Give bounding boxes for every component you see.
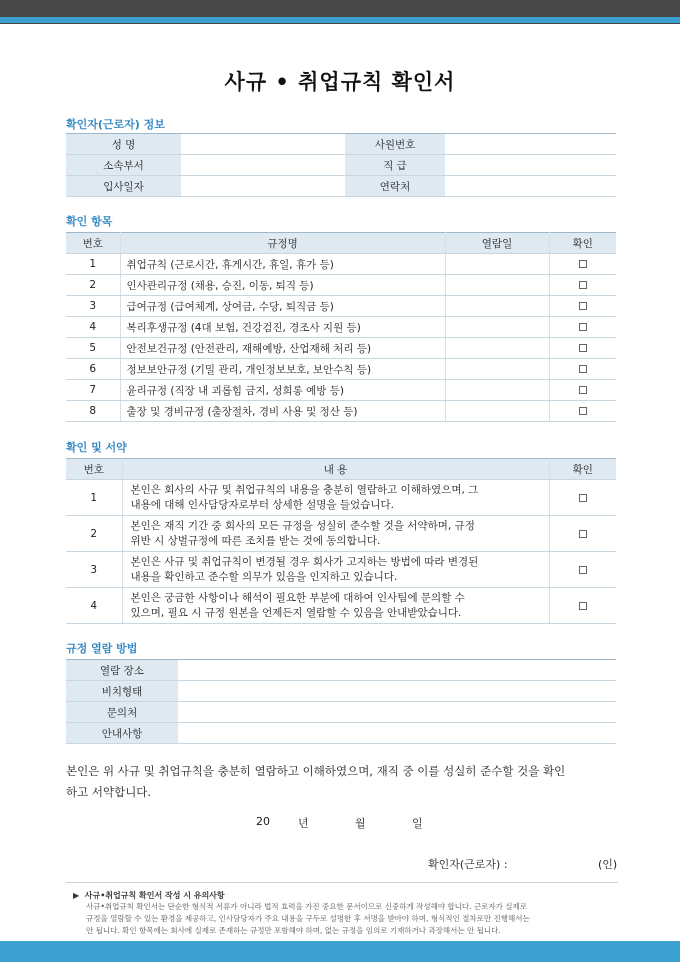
pledge-line: 본인은 재직 기간 중 회사의 모든 규정을 성실히 준수할 것을 서약하며, 규정 — [130, 519, 475, 532]
date-year-label: 년 — [298, 817, 309, 830]
table-header-row — [66, 459, 616, 480]
date-month-label: 월 — [355, 817, 366, 830]
table-row — [66, 275, 616, 296]
view-date-field[interactable] — [445, 338, 549, 359]
view-date-field[interactable] — [445, 254, 549, 275]
pledge-line: 위반 시 상벌규정에 따른 조치를 받는 것에 동의합니다. — [130, 534, 381, 547]
checkbox[interactable] — [579, 602, 587, 610]
label-display-type: 비치형태 — [66, 681, 178, 702]
page-title: 사규 • 취업규칙 확인서 — [224, 70, 456, 94]
pledge-line: 내용을 확인하고 준수할 의무가 있음을 인지하고 있습니다. — [130, 570, 398, 583]
table-row — [66, 702, 616, 723]
table-row — [66, 401, 616, 422]
table-row — [66, 660, 616, 681]
view-date-field[interactable] — [445, 401, 549, 422]
regulation-name: 윤리규정 (직장 내 괴롭힘 금지, 성희롱 예방 등) — [120, 380, 445, 401]
pledge-content — [122, 552, 549, 588]
checkbox[interactable] — [579, 323, 587, 331]
statement-line: 본인은 위 사규 및 취업규칙을 충분히 열람하고 이해하였으며, 재직 중 이를 성실히 준수할 것을 확인 — [66, 764, 566, 778]
pledge-line: 있으며, 필요 시 규정 원본을 언제든지 열람할 수 있음을 안내받았습니다. — [130, 606, 462, 619]
checkbox[interactable] — [579, 386, 587, 394]
table-row — [66, 317, 616, 338]
label-contact: 연락처 — [345, 176, 445, 197]
row-no: 2 — [66, 516, 122, 552]
pledge-line: 본인은 사규 및 취업규칙이 변경될 경우 회사가 고지하는 방법에 따라 변경된 — [130, 555, 479, 568]
position-field[interactable] — [445, 155, 616, 176]
row-no: 4 — [66, 588, 122, 624]
seal-mark: (인) — [598, 858, 618, 871]
row-no: 6 — [66, 359, 120, 380]
view-date-field[interactable] — [445, 296, 549, 317]
view-date-field[interactable] — [445, 317, 549, 338]
table-row — [66, 681, 616, 702]
department-field[interactable] — [181, 155, 345, 176]
checkbox[interactable] — [579, 494, 587, 502]
view-location-field[interactable] — [178, 660, 616, 681]
notes-title — [73, 890, 225, 901]
hire-date-field[interactable] — [181, 176, 345, 197]
signature-label: 확인자(근로자) : — [428, 858, 508, 871]
regulation-name: 안전보건규정 (안전관리, 재해예방, 산업재해 처리 등) — [120, 338, 445, 359]
view-date-field[interactable] — [445, 359, 549, 380]
row-no: 8 — [66, 401, 120, 422]
date-year-prefix: 20 — [256, 815, 270, 828]
row-no: 3 — [66, 296, 120, 317]
statement — [66, 761, 618, 803]
view-date-field[interactable] — [445, 275, 549, 296]
pledge-line: 본인은 회사의 사규 및 취업규칙의 내용을 충분히 열람하고 이해하였으며, 그 — [130, 483, 479, 496]
label-name: 성 명 — [66, 134, 181, 155]
row-no: 7 — [66, 380, 120, 401]
table-row — [66, 359, 616, 380]
checkbox[interactable] — [579, 530, 587, 538]
view-date-field[interactable] — [445, 380, 549, 401]
contact-field[interactable] — [445, 176, 616, 197]
triangle-bullet-icon: ▶ — [73, 891, 80, 900]
label-contact-point: 문의처 — [66, 702, 178, 723]
table-row — [66, 155, 616, 176]
header-no: 번호 — [66, 233, 120, 254]
regulation-name: 복리후생규정 (4대 보험, 건강검진, 경조사 지원 등) — [120, 317, 445, 338]
guide-field[interactable] — [178, 723, 616, 744]
checkbox[interactable] — [579, 260, 587, 268]
table-row — [66, 588, 616, 624]
table-header-row — [66, 233, 616, 254]
pledge-content — [122, 480, 549, 516]
section-title-check-items: 확인 항목 — [66, 215, 113, 228]
notes-title-text: 사규•취업규칙 확인서 작성 시 유의사항 — [84, 891, 225, 900]
row-no: 3 — [66, 552, 122, 588]
regulation-name: 출장 및 경비규정 (출장절차, 경비 사용 및 정산 등) — [120, 401, 445, 422]
row-no: 1 — [66, 480, 122, 516]
table-row — [66, 552, 616, 588]
header-check: 확인 — [549, 459, 616, 480]
worker-info-table — [66, 133, 616, 197]
checkbox[interactable] — [579, 407, 587, 415]
pledge-table — [66, 458, 616, 624]
check-items-table — [66, 232, 616, 422]
divider — [66, 882, 618, 883]
row-no: 2 — [66, 275, 120, 296]
header-view-date: 열람일 — [445, 233, 549, 254]
checkbox[interactable] — [579, 302, 587, 310]
regulation-name: 취업규칙 (근로시간, 휴게시간, 휴일, 휴가 등) — [120, 254, 445, 275]
checkbox[interactable] — [579, 344, 587, 352]
section-title-view-method: 규정 열람 방법 — [66, 642, 138, 655]
section-title-pledge: 확인 및 서약 — [66, 441, 127, 454]
regulation-name: 급여규정 (급여체계, 상여금, 수당, 퇴직금 등) — [120, 296, 445, 317]
table-row — [66, 723, 616, 744]
checkbox[interactable] — [579, 281, 587, 289]
statement-line: 하고 서약합니다. — [66, 785, 152, 799]
table-row — [66, 338, 616, 359]
row-no: 4 — [66, 317, 120, 338]
employee-no-field[interactable] — [445, 134, 616, 155]
table-row — [66, 176, 616, 197]
regulation-name: 인사관리규정 (채용, 승진, 이동, 퇴직 등) — [120, 275, 445, 296]
table-row — [66, 134, 616, 155]
view-method-table — [66, 659, 616, 744]
date-day-label: 일 — [412, 817, 423, 830]
checkbox[interactable] — [579, 566, 587, 574]
table-row — [66, 296, 616, 317]
checkbox[interactable] — [579, 365, 587, 373]
pledge-line: 내용에 대해 인사담당자로부터 상세한 설명을 들었습니다. — [130, 498, 394, 511]
table-row — [66, 380, 616, 401]
notes-line: 사규•취업규칙 확인서는 단순한 형식적 서류가 아니라 법적 효력을 가진 중요한 문서이므로 신중하게 작성해야 합니다. 근로자가 실제로 — [86, 902, 528, 911]
pledge-content — [122, 588, 549, 624]
label-guide: 안내사항 — [66, 723, 178, 744]
label-position: 직 급 — [345, 155, 445, 176]
section-title-worker-info: 확인자(근로자) 정보 — [66, 118, 165, 131]
label-hire-date: 입사일자 — [66, 176, 181, 197]
label-view-location: 열람 장소 — [66, 660, 178, 681]
pledge-content — [122, 516, 549, 552]
name-field[interactable] — [181, 134, 345, 155]
row-no: 1 — [66, 254, 120, 275]
table-row — [66, 480, 616, 516]
regulation-name: 정보보안규정 (기밀 관리, 개인정보보호, 보안수칙 등) — [120, 359, 445, 380]
row-no: 5 — [66, 338, 120, 359]
notes-body — [86, 901, 614, 937]
bottom-bar — [0, 941, 680, 962]
notes-line: 규정을 열람할 수 있는 환경을 제공하고, 인사담당자가 주요 내용을 구두로 설명한 후 서명을 받아야 하며, 형식적인 절차로만 진행해서는 — [86, 914, 530, 923]
table-row — [66, 254, 616, 275]
contact-point-field[interactable] — [178, 702, 616, 723]
notes-line: 안 됩니다. 확인 항목에는 회사에 실제로 존재하는 규정만 포함해야 하며, 없는 규정을 임의로 기재하거나 과장해서는 안 됩니다. — [86, 926, 501, 935]
display-type-field[interactable] — [178, 681, 616, 702]
table-row — [66, 516, 616, 552]
label-employee-no: 사원번호 — [345, 134, 445, 155]
header-no: 번호 — [66, 459, 122, 480]
header-regulation: 규정명 — [120, 233, 445, 254]
pledge-line: 본인은 궁금한 사항이나 해석이 필요한 부분에 대하여 인사팀에 문의할 수 — [130, 591, 465, 604]
label-department: 소속부서 — [66, 155, 181, 176]
top-accent-line — [0, 17, 680, 23]
header-content: 내 용 — [122, 459, 549, 480]
header-check: 확인 — [549, 233, 616, 254]
